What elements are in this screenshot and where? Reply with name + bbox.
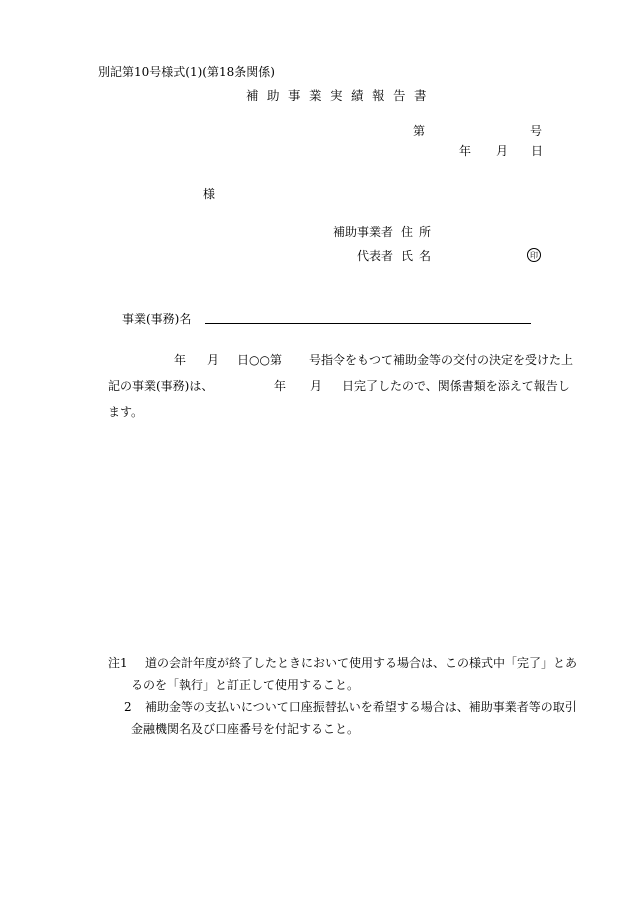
document-number-label: 第 (413, 124, 426, 138)
note-2-continuation: 金融機関名及び口座番号を付記すること。 (131, 722, 360, 736)
body-month-1: 月 (207, 353, 220, 367)
project-name-label: 事業(事務)名 (122, 312, 192, 326)
date-day-label: 日 (531, 144, 544, 158)
note-2-number: 2 (124, 700, 132, 714)
project-name-underline (205, 323, 531, 324)
page-title: 補助事業実績報告書 (246, 88, 436, 103)
body-line2-start: 記の事業(事務)は、 (108, 379, 214, 393)
address-label: 住所 (401, 225, 438, 239)
note-1-text: 道の会計年度が終了したときにおいて使用する場合は、この様式中「完了」とあ (145, 656, 578, 670)
body-order-text: 号指令をもつて補助金等の交付の決定を受けた上 (309, 353, 574, 367)
date-month-label: 月 (496, 144, 509, 158)
body-line3: ます。 (108, 405, 144, 419)
applicant-label: 補助事業者 (333, 225, 394, 239)
date-year-label: 年 (459, 144, 472, 158)
name-label: 氏名 (401, 249, 438, 263)
seal-icon: 印 (527, 248, 541, 262)
body-day-order: 日○○第 (237, 353, 282, 367)
body-year-2: 年 (274, 379, 287, 393)
body-year-1: 年 (174, 353, 187, 367)
representative-label: 代表者 (357, 249, 394, 263)
note-2-text: 補助金等の支払いについて口座振替払いを希望する場合は、補助事業者等の取引 (145, 700, 577, 714)
note-1-number: 注1 (108, 656, 128, 670)
addressee-suffix: 様 (203, 187, 216, 201)
body-completion-text: 日完了したので、関係書類を添えて報告し (342, 379, 570, 393)
body-month-2: 月 (310, 379, 323, 393)
note-1-continuation: るのを「執行」と訂正して使用すること。 (131, 678, 360, 692)
form-reference: 別記第10号様式(1)(第18条関係) (98, 65, 275, 79)
document-number-suffix: 号 (530, 124, 543, 138)
